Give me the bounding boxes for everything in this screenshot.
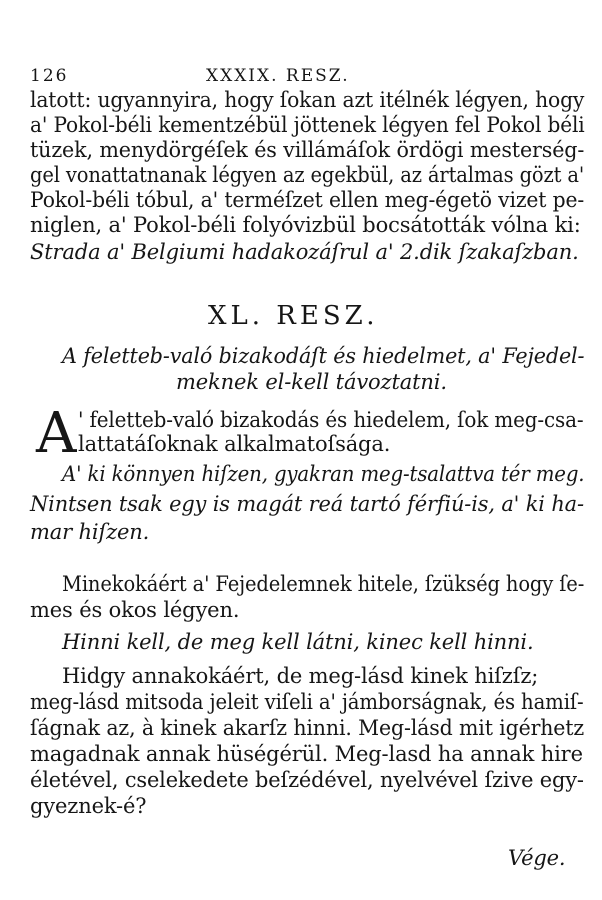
chapter-heading: XL. RESZ.	[208, 301, 379, 331]
drop-cap: A	[36, 401, 77, 466]
text-line: meg-lásd mitsoda jeleit viſeli a' jámborságnak, és hamiſ-	[30, 690, 584, 714]
page-number: 126	[30, 66, 69, 86]
text-line: ' feletteb-való bizakodás és hiedelem, ſok meg-csa-	[78, 408, 584, 432]
text-line: gel vonattatnanak légyen az egekbül, az ártalmas gözt a'	[30, 163, 585, 187]
text-line: ſágnak az, à kinek akarſz hinni. Meg-lásd mit igérhetz	[30, 716, 585, 740]
catchword: Vége.	[508, 846, 566, 870]
text-line: latott: ugyannyira, hogy ſokan azt itélnék légyen, hogy	[30, 88, 585, 112]
text-line: Hidgy annakokáért, de meg-lásd kinek hiſzſz;	[62, 664, 539, 688]
verse-line: Nintsen tsak egy is magát reá tartó férfiú-is, a' ki ha-	[30, 492, 584, 516]
text-line: magadnak annak hüségérül. Meg-lasd ha annak hire	[30, 742, 583, 766]
text-line: tüzek, menydörgéſek és villámáſok ördögi mesterség-	[30, 138, 585, 162]
maxim-line: Hinni kell, de meg kell látni, kinec kell hinni.	[62, 630, 534, 654]
verse-line: A' ki könnyen hiſzen, gyakran meg-tsalattva tér meg.	[62, 462, 585, 486]
text-line: niglen, a' Pokol-béli folyóvizbül bocsátották vólna ki:	[30, 213, 581, 237]
chapter-summary-line: A feletteb-való bizakodáſt és hiedelmet, a' Fejedel-	[62, 344, 585, 368]
text-line: gyeznek-é?	[30, 794, 147, 818]
chapter-summary-line: meknek el-kell távoztatni.	[176, 370, 447, 394]
text-line: a' Pokol-béli kementzébül jöttenek légyen fel Pokol béli	[30, 113, 585, 137]
text-line: életével, cselekedete beſzédével, nyelvével ſzive egy-	[30, 768, 584, 792]
source-citation: Strada a' Belgiumi hadakozáſrul a' 2.dik ſzakaſzban.	[30, 240, 579, 264]
text-line: lattatáſoknak alkalmatoſsága.	[78, 432, 391, 456]
text-line: mes és okos légyen.	[30, 598, 240, 622]
running-title: XXXIX. RESZ.	[206, 66, 350, 86]
text-line: Minekokáért a' Fejedelemnek hitele, ſzükség hogy ſe-	[62, 572, 585, 596]
verse-line: mar hiſzen.	[30, 520, 150, 544]
text-line: Pokol-béli tóbul, a' terméſzet ellen meg-égetö vizet pe-	[30, 188, 585, 212]
